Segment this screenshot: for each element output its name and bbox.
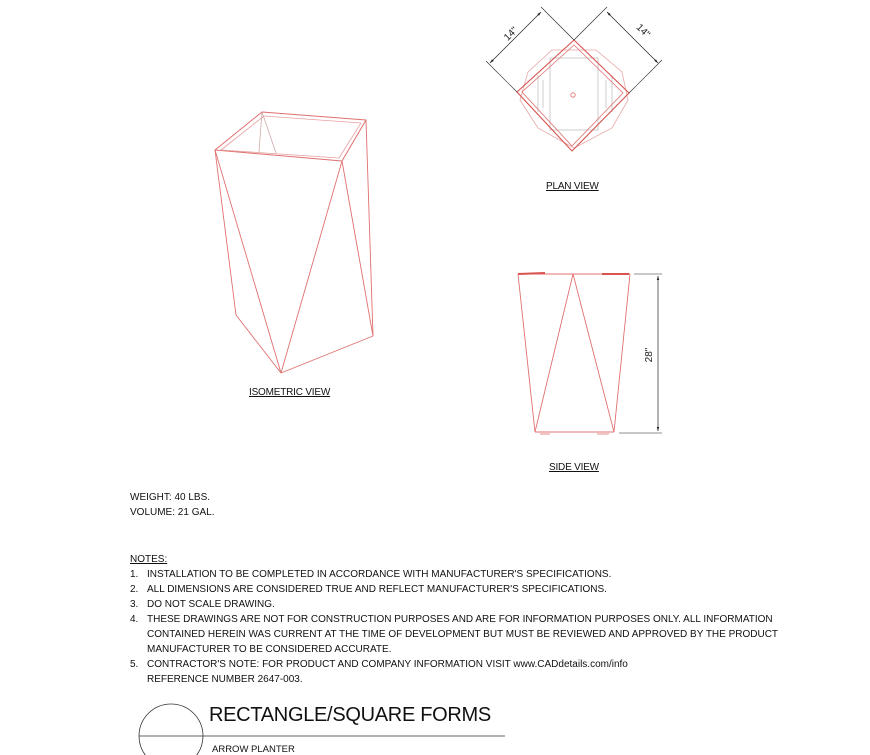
notes-block xyxy=(130,552,830,687)
note-text: DO NOT SCALE DRAWING. xyxy=(147,599,275,610)
drawing-title: RECTANGLE/SQUARE FORMS xyxy=(209,704,491,726)
note-number: 2. xyxy=(130,584,139,595)
note-number: 1. xyxy=(130,569,139,580)
plan-dim-left: 14" xyxy=(502,25,521,44)
note-number: 3. xyxy=(130,599,139,610)
note-item xyxy=(130,657,830,687)
volume-spec: VOLUME: 21 GAL. xyxy=(130,507,215,518)
note-item xyxy=(130,582,830,597)
notes-title: NOTES: xyxy=(130,554,168,565)
note-text: THESE DRAWINGS ARE NOT FOR CONSTRUCTION PURPOSES AND ARE FOR INFORMATION PURPOSES ONLY. ALL INFORMATION CONTAINED HEREIN WAS CURRENT AT THE TIME OF DEVELOPMENT BUT MUST BE REVIEWED AND APPROVED BY THE PRODUCT MANUFACTURER TO BE CONSIDERED ACCURATE. xyxy=(147,614,778,655)
side-dim-height: 28" xyxy=(644,347,655,363)
note-text: CONTRACTOR'S NOTE: FOR PRODUCT AND COMPANY INFORMATION VISIT www.CADdetails.com/info REFERENCE NUMBER 2647-003. xyxy=(147,659,628,685)
note-number: 4. xyxy=(130,614,139,625)
plan-view-label: PLAN VIEW xyxy=(546,181,599,192)
note-number: 5. xyxy=(130,659,139,670)
note-text: ALL DIMENSIONS ARE CONSIDERED TRUE AND REFLECT MANUFACTURER'S SPECIFICATIONS. xyxy=(147,584,607,595)
isometric-view-label: ISOMETRIC VIEW xyxy=(249,387,331,398)
weight-spec: WEIGHT: 40 LBS. xyxy=(130,492,211,503)
isometric-view-drawing xyxy=(215,112,373,373)
note-item xyxy=(130,567,830,582)
drawing-subtitle: ARROW PLANTER xyxy=(212,744,295,755)
note-item xyxy=(130,612,830,657)
note-text: INSTALLATION TO BE COMPLETED IN ACCORDANCE WITH MANUFACTURER'S SPECIFICATIONS. xyxy=(147,569,612,580)
side-view-drawing xyxy=(518,273,662,434)
specs-block xyxy=(130,490,214,520)
note-item xyxy=(130,597,830,612)
side-view-label: SIDE VIEW xyxy=(549,462,599,473)
plan-dim-right: 14" xyxy=(633,22,652,41)
